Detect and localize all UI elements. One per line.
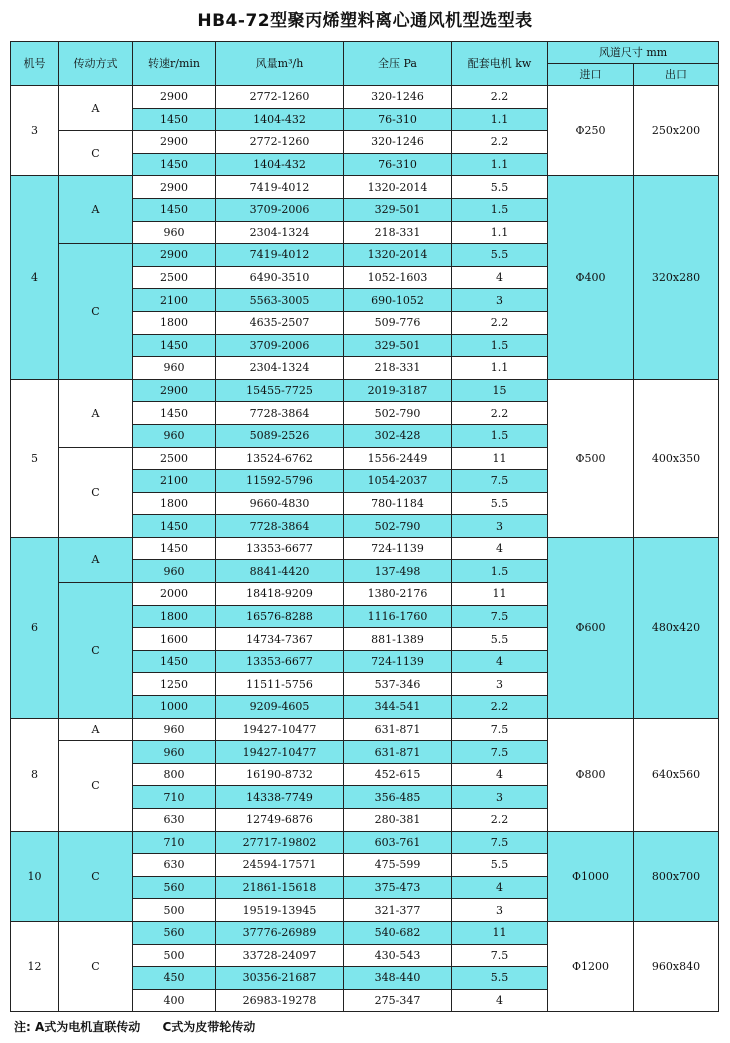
airflow-cell: 9209-4605 <box>216 696 344 719</box>
header-inlet: 进口 <box>548 64 634 86</box>
motor-cell: 2.2 <box>452 311 548 334</box>
speed-cell: 960 <box>133 560 216 583</box>
airflow-cell: 6490-3510 <box>216 266 344 289</box>
table-row <box>11 537 719 560</box>
pressure-cell: 302-428 <box>344 424 452 447</box>
header-outlet: 出口 <box>634 64 719 86</box>
speed-cell: 960 <box>133 357 216 380</box>
airflow-cell: 2304-1324 <box>216 221 344 244</box>
motor-cell: 5.5 <box>452 967 548 990</box>
speed-cell: 2500 <box>133 447 216 470</box>
drive-cell: C <box>59 741 133 831</box>
drive-cell: A <box>59 379 133 447</box>
speed-cell: 800 <box>133 763 216 786</box>
motor-cell: 1.5 <box>452 198 548 221</box>
motor-cell: 2.2 <box>452 131 548 154</box>
motor-cell: 5.5 <box>452 244 548 267</box>
pressure-cell: 502-790 <box>344 515 452 538</box>
model-cell: 12 <box>11 921 59 1011</box>
speed-cell: 2900 <box>133 86 216 109</box>
pressure-cell: 502-790 <box>344 402 452 425</box>
airflow-cell: 37776-26989 <box>216 921 344 944</box>
pressure-cell: 475-599 <box>344 854 452 877</box>
speed-cell: 2900 <box>133 176 216 199</box>
header-airflow: 风量m³/h <box>216 42 344 86</box>
motor-cell: 7.5 <box>452 605 548 628</box>
motor-cell: 7.5 <box>452 718 548 741</box>
table-row <box>11 831 719 854</box>
airflow-cell: 11592-5796 <box>216 470 344 493</box>
motor-cell: 1.5 <box>452 424 548 447</box>
pressure-cell: 452-615 <box>344 763 452 786</box>
drive-cell: C <box>59 921 133 1011</box>
pressure-cell: 356-485 <box>344 786 452 809</box>
speed-cell: 2100 <box>133 289 216 312</box>
airflow-cell: 24594-17571 <box>216 854 344 877</box>
pressure-cell: 603-761 <box>344 831 452 854</box>
note-a: 注: A式为电机直联传动 <box>14 1020 141 1034</box>
pressure-cell: 509-776 <box>344 311 452 334</box>
model-cell: 8 <box>11 718 59 831</box>
airflow-cell: 14338-7749 <box>216 786 344 809</box>
pressure-cell: 275-347 <box>344 989 452 1012</box>
airflow-cell: 1404-432 <box>216 153 344 176</box>
speed-cell: 960 <box>133 221 216 244</box>
motor-cell: 11 <box>452 583 548 606</box>
speed-cell: 960 <box>133 741 216 764</box>
pressure-cell: 724-1139 <box>344 650 452 673</box>
header-drive: 传动方式 <box>59 42 133 86</box>
airflow-cell: 12749-6876 <box>216 809 344 832</box>
motor-cell: 5.5 <box>452 492 548 515</box>
speed-cell: 500 <box>133 899 216 922</box>
airflow-cell: 7419-4012 <box>216 176 344 199</box>
outlet-cell: 640x560 <box>634 718 719 831</box>
speed-cell: 630 <box>133 809 216 832</box>
speed-cell: 630 <box>133 854 216 877</box>
airflow-cell: 13524-6762 <box>216 447 344 470</box>
speed-cell: 1450 <box>133 334 216 357</box>
motor-cell: 7.5 <box>452 944 548 967</box>
speed-cell: 960 <box>133 424 216 447</box>
speed-cell: 450 <box>133 967 216 990</box>
pressure-cell: 218-331 <box>344 357 452 380</box>
motor-cell: 1.1 <box>452 153 548 176</box>
pressure-cell: 320-1246 <box>344 131 452 154</box>
outlet-cell: 800x700 <box>634 831 719 921</box>
airflow-cell: 1404-432 <box>216 108 344 131</box>
speed-cell: 960 <box>133 718 216 741</box>
pressure-cell: 690-1052 <box>344 289 452 312</box>
airflow-cell: 15455-7725 <box>216 379 344 402</box>
speed-cell: 1000 <box>133 696 216 719</box>
speed-cell: 710 <box>133 831 216 854</box>
page-title: HB4-72型聚丙烯塑料离心通风机型选型表 <box>197 11 533 31</box>
drive-cell: A <box>59 86 133 131</box>
airflow-cell: 19427-10477 <box>216 718 344 741</box>
inlet-cell: Φ1200 <box>548 921 634 1011</box>
pressure-cell: 631-871 <box>344 718 452 741</box>
motor-cell: 11 <box>452 921 548 944</box>
drive-cell: C <box>59 244 133 380</box>
speed-cell: 2100 <box>133 470 216 493</box>
airflow-cell: 16576-8288 <box>216 605 344 628</box>
footnote <box>14 1018 273 1035</box>
airflow-cell: 2772-1260 <box>216 131 344 154</box>
airflow-cell: 5089-2526 <box>216 424 344 447</box>
pressure-cell: 540-682 <box>344 921 452 944</box>
motor-cell: 4 <box>452 763 548 786</box>
pressure-cell: 537-346 <box>344 673 452 696</box>
table-row <box>11 379 719 402</box>
outlet-cell: 400x350 <box>634 379 719 537</box>
inlet-cell: Φ400 <box>548 176 634 379</box>
pressure-cell: 1556-2449 <box>344 447 452 470</box>
motor-cell: 5.5 <box>452 628 548 651</box>
airflow-cell: 7728-3864 <box>216 515 344 538</box>
airflow-cell: 21861-15618 <box>216 876 344 899</box>
motor-cell: 4 <box>452 876 548 899</box>
speed-cell: 400 <box>133 989 216 1012</box>
speed-cell: 1250 <box>133 673 216 696</box>
speed-cell: 1450 <box>133 108 216 131</box>
motor-cell: 2.2 <box>452 809 548 832</box>
pressure-cell: 321-377 <box>344 899 452 922</box>
motor-cell: 3 <box>452 515 548 538</box>
airflow-cell: 14734-7367 <box>216 628 344 651</box>
motor-cell: 3 <box>452 289 548 312</box>
pressure-cell: 631-871 <box>344 741 452 764</box>
pressure-cell: 780-1184 <box>344 492 452 515</box>
speed-cell: 1600 <box>133 628 216 651</box>
outlet-cell: 960x840 <box>634 921 719 1011</box>
speed-cell: 1450 <box>133 515 216 538</box>
pressure-cell: 1052-1603 <box>344 266 452 289</box>
airflow-cell: 16190-8732 <box>216 763 344 786</box>
airflow-cell: 11511-5756 <box>216 673 344 696</box>
inlet-cell: Φ250 <box>548 86 634 176</box>
pressure-cell: 1320-2014 <box>344 176 452 199</box>
pressure-cell: 344-541 <box>344 696 452 719</box>
outlet-cell: 250x200 <box>634 86 719 176</box>
motor-cell: 2.2 <box>452 402 548 425</box>
airflow-cell: 13353-6677 <box>216 537 344 560</box>
motor-cell: 3 <box>452 899 548 922</box>
pressure-cell: 1320-2014 <box>344 244 452 267</box>
pressure-cell: 76-310 <box>344 108 452 131</box>
table-row <box>11 86 719 109</box>
motor-cell: 3 <box>452 673 548 696</box>
header-model: 机号 <box>11 42 59 86</box>
note-c: C式为皮带轮传动 <box>162 1020 256 1034</box>
table-row <box>11 176 719 199</box>
speed-cell: 1800 <box>133 311 216 334</box>
airflow-cell: 2772-1260 <box>216 86 344 109</box>
speed-cell: 1450 <box>133 402 216 425</box>
airflow-cell: 19519-13945 <box>216 899 344 922</box>
header-speed: 转速r/min <box>133 42 216 86</box>
motor-cell: 15 <box>452 379 548 402</box>
pressure-cell: 320-1246 <box>344 86 452 109</box>
drive-cell: C <box>59 131 133 176</box>
inlet-cell: Φ800 <box>548 718 634 831</box>
airflow-cell: 4635-2507 <box>216 311 344 334</box>
speed-cell: 1450 <box>133 537 216 560</box>
motor-cell: 7.5 <box>452 831 548 854</box>
motor-cell: 2.2 <box>452 696 548 719</box>
airflow-cell: 18418-9209 <box>216 583 344 606</box>
pressure-cell: 348-440 <box>344 967 452 990</box>
outlet-cell: 320x280 <box>634 176 719 379</box>
speed-cell: 2900 <box>133 244 216 267</box>
speed-cell: 1450 <box>133 198 216 221</box>
airflow-cell: 13353-6677 <box>216 650 344 673</box>
drive-cell: A <box>59 537 133 582</box>
inlet-cell: Φ1000 <box>548 831 634 921</box>
header-motor: 配套电机 kw <box>452 42 548 86</box>
motor-cell: 4 <box>452 266 548 289</box>
speed-cell: 2900 <box>133 379 216 402</box>
airflow-cell: 8841-4420 <box>216 560 344 583</box>
model-cell: 3 <box>11 86 59 176</box>
speed-cell: 1800 <box>133 605 216 628</box>
motor-cell: 1.5 <box>452 560 548 583</box>
airflow-cell: 19427-10477 <box>216 741 344 764</box>
motor-cell: 1.5 <box>452 334 548 357</box>
speed-cell: 1450 <box>133 650 216 673</box>
speed-cell: 2500 <box>133 266 216 289</box>
header-pressure: 全压 Pa <box>344 42 452 86</box>
inlet-cell: Φ600 <box>548 537 634 718</box>
drive-cell: C <box>59 583 133 719</box>
table-row <box>11 921 719 944</box>
airflow-cell: 26983-19278 <box>216 989 344 1012</box>
drive-cell: C <box>59 831 133 921</box>
pressure-cell: 76-310 <box>344 153 452 176</box>
airflow-cell: 7728-3864 <box>216 402 344 425</box>
speed-cell: 500 <box>133 944 216 967</box>
speed-cell: 560 <box>133 921 216 944</box>
motor-cell: 5.5 <box>452 176 548 199</box>
speed-cell: 2900 <box>133 131 216 154</box>
motor-cell: 7.5 <box>452 470 548 493</box>
model-cell: 10 <box>11 831 59 921</box>
pressure-cell: 137-498 <box>344 560 452 583</box>
drive-cell: A <box>59 718 133 741</box>
pressure-cell: 329-501 <box>344 198 452 221</box>
airflow-cell: 9660-4830 <box>216 492 344 515</box>
airflow-cell: 2304-1324 <box>216 357 344 380</box>
airflow-cell: 27717-19802 <box>216 831 344 854</box>
motor-cell: 4 <box>452 650 548 673</box>
motor-cell: 5.5 <box>452 854 548 877</box>
motor-cell: 1.1 <box>452 221 548 244</box>
pressure-cell: 375-473 <box>344 876 452 899</box>
airflow-cell: 30356-21687 <box>216 967 344 990</box>
motor-cell: 1.1 <box>452 357 548 380</box>
model-cell: 4 <box>11 176 59 379</box>
pressure-cell: 430-543 <box>344 944 452 967</box>
pressure-cell: 1054-2037 <box>344 470 452 493</box>
motor-cell: 3 <box>452 786 548 809</box>
pressure-cell: 724-1139 <box>344 537 452 560</box>
speed-cell: 1450 <box>133 153 216 176</box>
outlet-cell: 480x420 <box>634 537 719 718</box>
motor-cell: 11 <box>452 447 548 470</box>
pressure-cell: 329-501 <box>344 334 452 357</box>
speed-cell: 710 <box>133 786 216 809</box>
speed-cell: 2000 <box>133 583 216 606</box>
airflow-cell: 5563-3005 <box>216 289 344 312</box>
drive-cell: A <box>59 176 133 244</box>
motor-cell: 7.5 <box>452 741 548 764</box>
motor-cell: 2.2 <box>452 86 548 109</box>
speed-cell: 1800 <box>133 492 216 515</box>
pressure-cell: 280-381 <box>344 809 452 832</box>
airflow-cell: 7419-4012 <box>216 244 344 267</box>
motor-cell: 1.1 <box>452 108 548 131</box>
table-row <box>11 718 719 741</box>
drive-cell: C <box>59 447 133 537</box>
header-duct: 风道尺寸 mm <box>548 42 719 64</box>
airflow-cell: 3709-2006 <box>216 334 344 357</box>
speed-cell: 560 <box>133 876 216 899</box>
airflow-cell: 33728-24097 <box>216 944 344 967</box>
motor-cell: 4 <box>452 989 548 1012</box>
motor-cell: 4 <box>452 537 548 560</box>
pressure-cell: 1380-2176 <box>344 583 452 606</box>
pressure-cell: 1116-1760 <box>344 605 452 628</box>
airflow-cell: 3709-2006 <box>216 198 344 221</box>
fan-selection-table <box>10 41 719 1012</box>
table-body <box>11 86 719 1012</box>
pressure-cell: 2019-3187 <box>344 379 452 402</box>
pressure-cell: 218-331 <box>344 221 452 244</box>
inlet-cell: Φ500 <box>548 379 634 537</box>
model-cell: 6 <box>11 537 59 718</box>
model-cell: 5 <box>11 379 59 537</box>
pressure-cell: 881-1389 <box>344 628 452 651</box>
